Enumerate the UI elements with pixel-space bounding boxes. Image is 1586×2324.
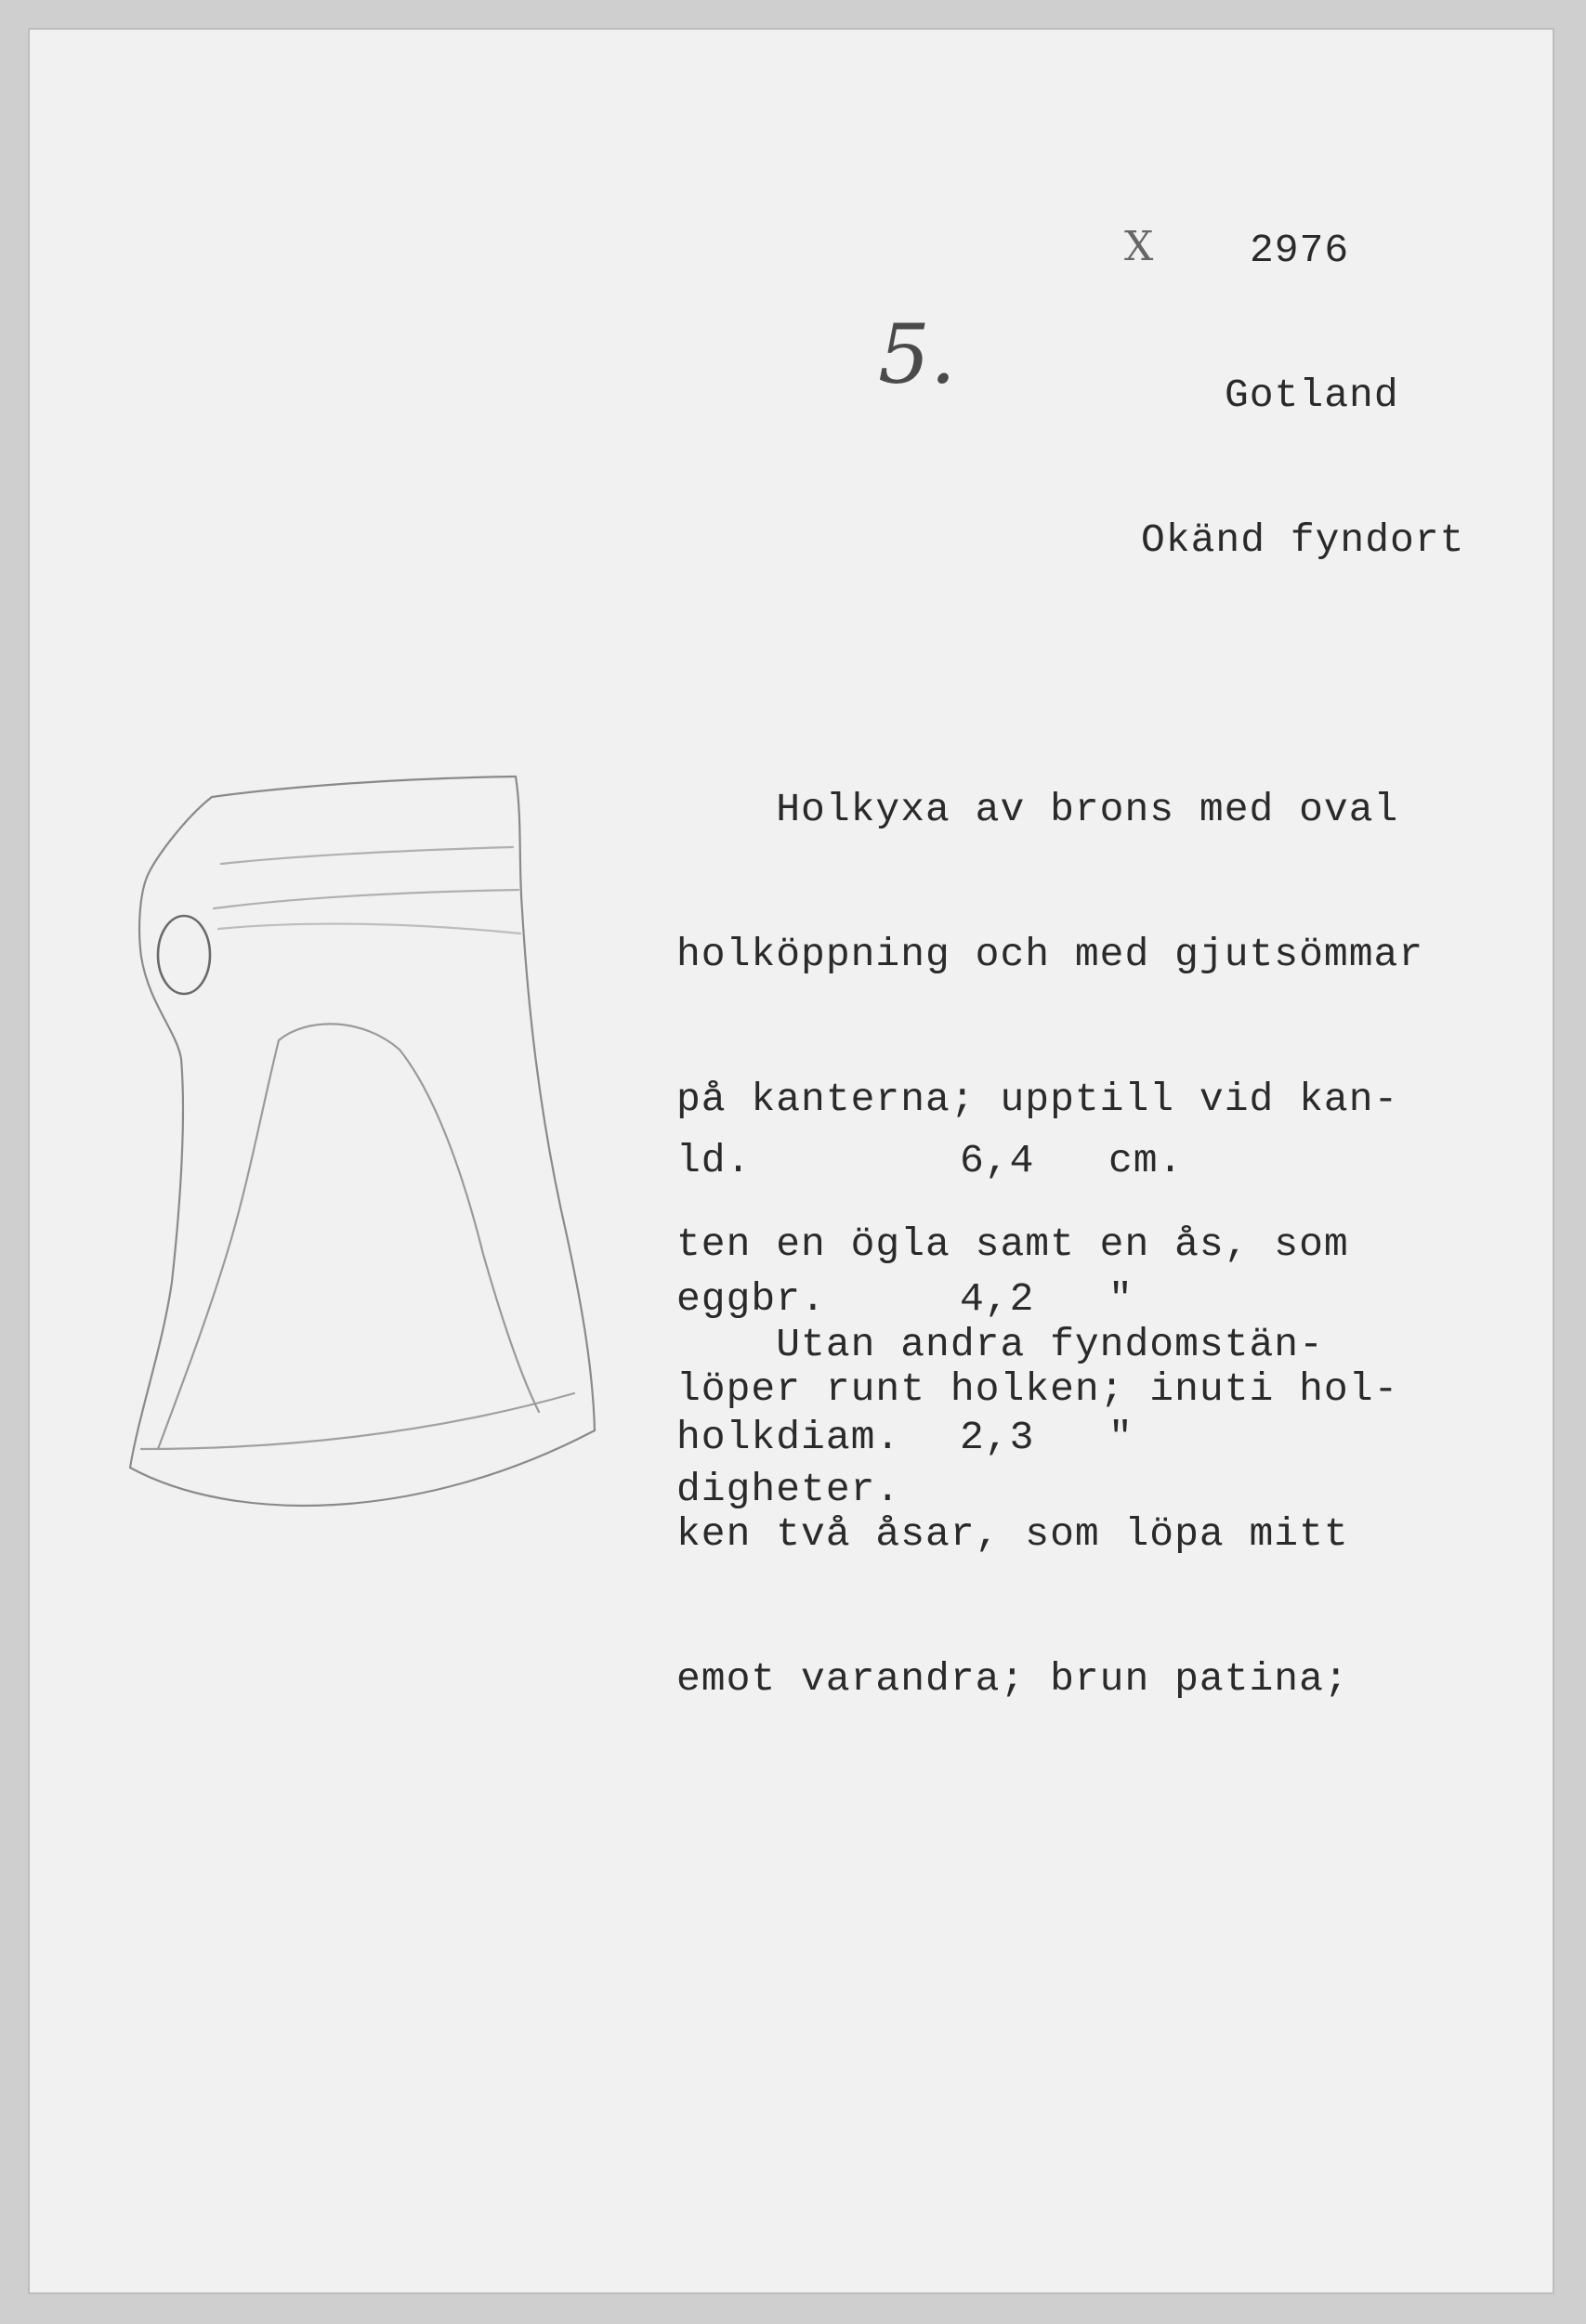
note-line: Utan andra fyndomstän- [676,1322,1324,1367]
region: Gotland [1225,372,1399,418]
axe-ridge-line [218,924,520,934]
axe-ridge-line [214,890,518,908]
measurement-value: 4,2 [960,1276,1035,1322]
axe-blade-bevel [141,1393,574,1449]
axe-ridge-line [221,847,513,864]
description-line: ken två åsar, som löpa mitt [676,1511,1349,1557]
measurement-unit: " [1108,1415,1134,1460]
axe-blade-edge [130,1430,595,1506]
cross-mark: X [1124,223,1155,270]
measurement-value: 6,4 [960,1138,1035,1183]
description-line: löper runt holken; inuti hol- [676,1366,1399,1412]
axe-right-side [516,777,595,1430]
find-place: Okänd fyndort [1141,517,1465,563]
axe-loop-hole [158,916,210,994]
measurement-value: 2,3 [960,1415,1035,1460]
description-line: Holkyxa av brons med oval [676,787,1399,832]
description-line: emot varandra; brun patina; [676,1656,1349,1702]
axe-left-side [130,797,212,1468]
axe-inner-arch [279,1024,539,1412]
description-line: på kanterna; upptill vid kan- [676,1077,1399,1122]
measurement-label: holkdiam. [676,1415,901,1460]
measurement-unit: cm. [1108,1138,1184,1183]
handwritten-number: 5. [878,307,956,402]
measurement-label: eggbr. [676,1276,826,1322]
catalog-number: 2976 [1250,228,1350,273]
description-line: ten en ögla samt en ås, som [676,1221,1349,1267]
measurement-label: ld. [676,1138,752,1183]
description-line: holköppning och med gjutsömmar [676,932,1424,977]
note-line: digheter. [676,1467,901,1512]
measurement-unit: " [1108,1276,1134,1322]
axe-top-edge [212,777,516,797]
